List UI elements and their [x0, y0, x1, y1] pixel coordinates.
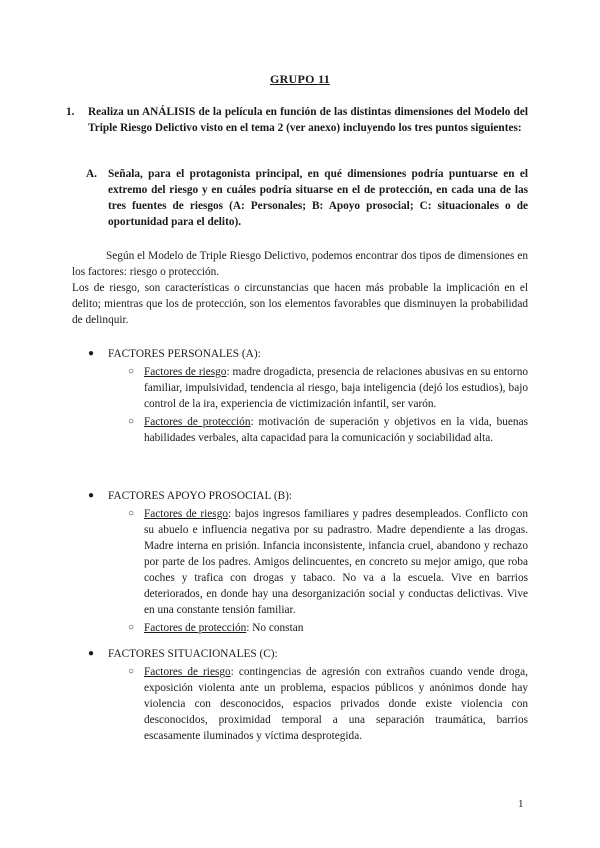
personal-risk-item: [128, 364, 528, 412]
bullet-icon: ●: [88, 648, 95, 659]
prosocial-risk-label: Factores de riesgo: [144, 508, 229, 520]
question-1-text: Realiza un ANÁLISIS de la película en función de las distintas dimensiones del Modelo del Triple Riesgo Delictivo visto en el tema 2 (ver anexo) incluyendo los tres puntos siguientes:: [88, 106, 528, 134]
prosocial-protection-label: Factores de protección: [144, 622, 247, 634]
personal-protection-label: Factores de protección: [144, 416, 251, 428]
circle-bullet-icon: ○: [128, 416, 135, 427]
question-a-text: Señala, para el protagonista principal, en qué dimensiones podría puntuarse en el extremo del riesgo y en cuáles podría situarse en el de protección, en cada una de las tres fuentes de riesgos (A: Personales; B: Apoyo prosocial; C: situacionales o de oportunidad para el delito).: [108, 168, 528, 228]
section-situational: [88, 646, 528, 744]
bullet-icon: ●: [88, 490, 95, 501]
circle-bullet-icon: ○: [128, 366, 135, 377]
intro-text: [72, 248, 528, 328]
personal-protection-item: [128, 414, 528, 446]
circle-bullet-icon: ○: [128, 622, 135, 633]
prosocial-risk-text: : bajos ingresos familiares y padres desempleados. Conflicto con su abuelo e influencia negativa por su padrastro. Madre dependiente a las drogas. Madre interna en prisión. Infancia inconsistente, infancia cruel, abandono y rechazo por parte de los padres. Amigos delincuentes, en concreto su mejor amigo, que roba coches y trafica con drogas y tabaco. No va a la escuela. Vive en barrios deteriorados, en donde hay una desorganización social y conductas delictivas. Vive en una constante tensión familiar.: [144, 508, 528, 616]
section-prosocial-title: FACTORES APOYO PROSOCIAL (B):: [108, 490, 293, 502]
question-a: [86, 166, 528, 230]
personal-risk-text: : madre drogadicta, presencia de relaciones abusivas en su entorno familiar, impulsividad, tendencia al riesgo, baja inteligencia (dejó los estudios), bajo control de la ira, experiencia de victimización infantil, ser varón.: [144, 366, 528, 410]
section-prosocial-heading: [88, 488, 528, 504]
circle-bullet-icon: ○: [128, 508, 135, 519]
situational-risk-item: [128, 664, 528, 744]
prosocial-risk-item: [128, 506, 528, 618]
section-situational-title: FACTORES SITUACIONALES (C):: [108, 648, 278, 660]
situational-risk-label: Factores de riesgo: [144, 666, 231, 678]
personal-risk-label: Factores de riesgo: [144, 366, 227, 378]
section-prosocial: [88, 488, 528, 636]
situational-risk-text: : contingencias de agresión con extraños cuando vende droga, exposición violenta ante un problema, espacios públicos y anónimos donde hay violencia con desconocidos, espacios privados donde existe violencia con desconocidos, proximidad temporal a una separación traumática, barrios escasamente iluminados y víctima desprotegida.: [144, 666, 528, 742]
document-title: GRUPO 11: [269, 72, 331, 86]
prosocial-protection-text: : No constan: [246, 622, 304, 634]
prosocial-protection-item: [128, 620, 528, 636]
intro-paragraph-2: Los de riesgo, son características o circunstancias que hacen más probable la implicación en el delito; mientras que los de protección, son los elementos favorables que disminuyen la probabilidad de delinquir.: [72, 282, 528, 326]
personal-protection-text: : motivación de superación y objetivos en la vida, buenas habilidades verbales, alta capacidad para la comunicación y sociabilidad alta.: [144, 416, 528, 444]
circle-bullet-icon: ○: [128, 666, 135, 677]
section-personal: [88, 346, 528, 446]
section-personal-heading: [88, 346, 528, 362]
intro-paragraph-1: Según el Modelo de Triple Riesgo Delictivo, podemos encontrar dos tipos de dimensiones en los factores: riesgo o protección.: [72, 250, 528, 278]
section-situational-heading: [88, 646, 528, 662]
section-personal-title: FACTORES PERSONALES (A):: [108, 348, 261, 360]
page-number: 1: [518, 798, 524, 810]
question-1-number: 1.: [66, 106, 75, 118]
question-a-letter: A.: [86, 168, 97, 180]
bullet-icon: ●: [88, 348, 95, 359]
question-1: [66, 104, 528, 136]
